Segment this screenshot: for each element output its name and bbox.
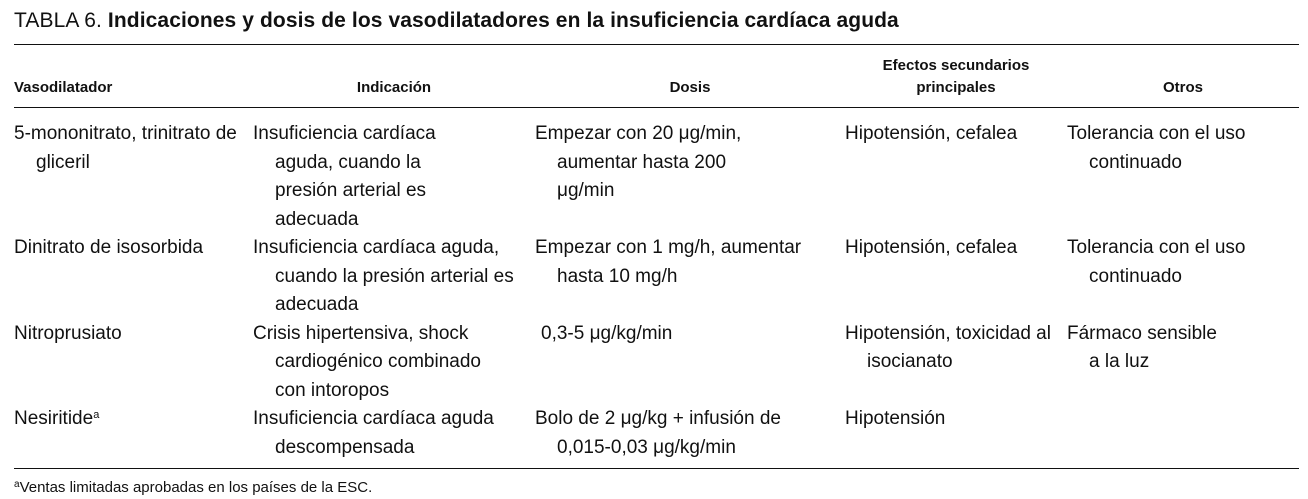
header-vasodilatador: Vasodilatador — [14, 45, 253, 108]
table-row — [14, 320, 1299, 406]
cell-otros: Tolerancia con el uso continuado — [1067, 237, 1246, 287]
vasodilator-table — [14, 45, 1299, 469]
cell-otros: Tolerancia con el uso continuado — [1067, 123, 1246, 173]
cell-indicacion: Insuficiencia cardíaca aguda descompensada — [253, 408, 494, 458]
footnote-marker: a — [14, 479, 20, 490]
cell-indicacion: Insuficiencia cardíaca aguda, cuando la presión arterial es adecuada — [253, 237, 514, 315]
header-efectos-line2: principales — [916, 79, 996, 96]
cell-vasodilatador — [14, 405, 239, 434]
header-dosis: Dosis — [535, 45, 845, 108]
header-row — [14, 45, 1299, 108]
footnote-text: Ventas limitadas aprobadas en los países de la ESC. — [19, 479, 373, 496]
cell-dosis: Bolo de 2 μg/kg + infusión de 0,015-0,03 μg/kg/min — [535, 408, 781, 458]
cell-dosis: Empezar con 1 mg/h, aumentar hasta 10 mg/h — [535, 237, 802, 287]
cell-otros: Fármaco sensible a la luz — [1067, 322, 1217, 372]
cell-vasodilatador: 5-mononitrato, trinitrato de gliceril — [14, 123, 237, 173]
header-indicacion: Indicación — [253, 45, 535, 108]
table-number: TABLA 6. — [14, 9, 102, 32]
table-row — [14, 108, 1299, 235]
cell-efectos: Hipotensión, toxicidad al isocianato — [845, 322, 1051, 372]
table-caption: Indicaciones y dosis de los vasodilatadores en la insuficiencia cardíaca aguda — [107, 9, 899, 32]
footnote-marker: a — [93, 409, 100, 421]
cell-vasodilatador: Dinitrato de isosorbida — [14, 237, 204, 258]
table-row — [14, 405, 1299, 469]
table-container — [14, 6, 1299, 499]
cell-indicacion: Crisis hipertensiva, shock cardiogénico combinado con intoropos — [253, 322, 481, 401]
table-row — [14, 234, 1299, 320]
header-efectos-line1: Efectos secundarios — [882, 57, 1030, 74]
cell-efectos: Hipotensión, cefalea — [845, 123, 1018, 144]
header-otros: Otros — [1067, 45, 1299, 108]
cell-efectos: Hipotensión — [845, 408, 946, 429]
cell-vasodilatador: Nitroprusiato — [14, 322, 122, 344]
header-efectos — [845, 45, 1067, 108]
nesiritide-label: Nesiritide — [14, 408, 94, 429]
cell-dosis: Empezar con 20 μg/min, aumentar hasta 200 μg/min — [535, 123, 742, 201]
cell-dosis: 0,3-5 μg/kg/min — [541, 322, 673, 344]
table-footnote — [14, 477, 1299, 499]
cell-efectos: Hipotensión, cefalea — [845, 237, 1018, 258]
cell-indicacion: Insuficiencia cardíaca aguda, cuando la presión arterial es adecuada — [253, 123, 436, 230]
table-title — [14, 6, 1299, 36]
